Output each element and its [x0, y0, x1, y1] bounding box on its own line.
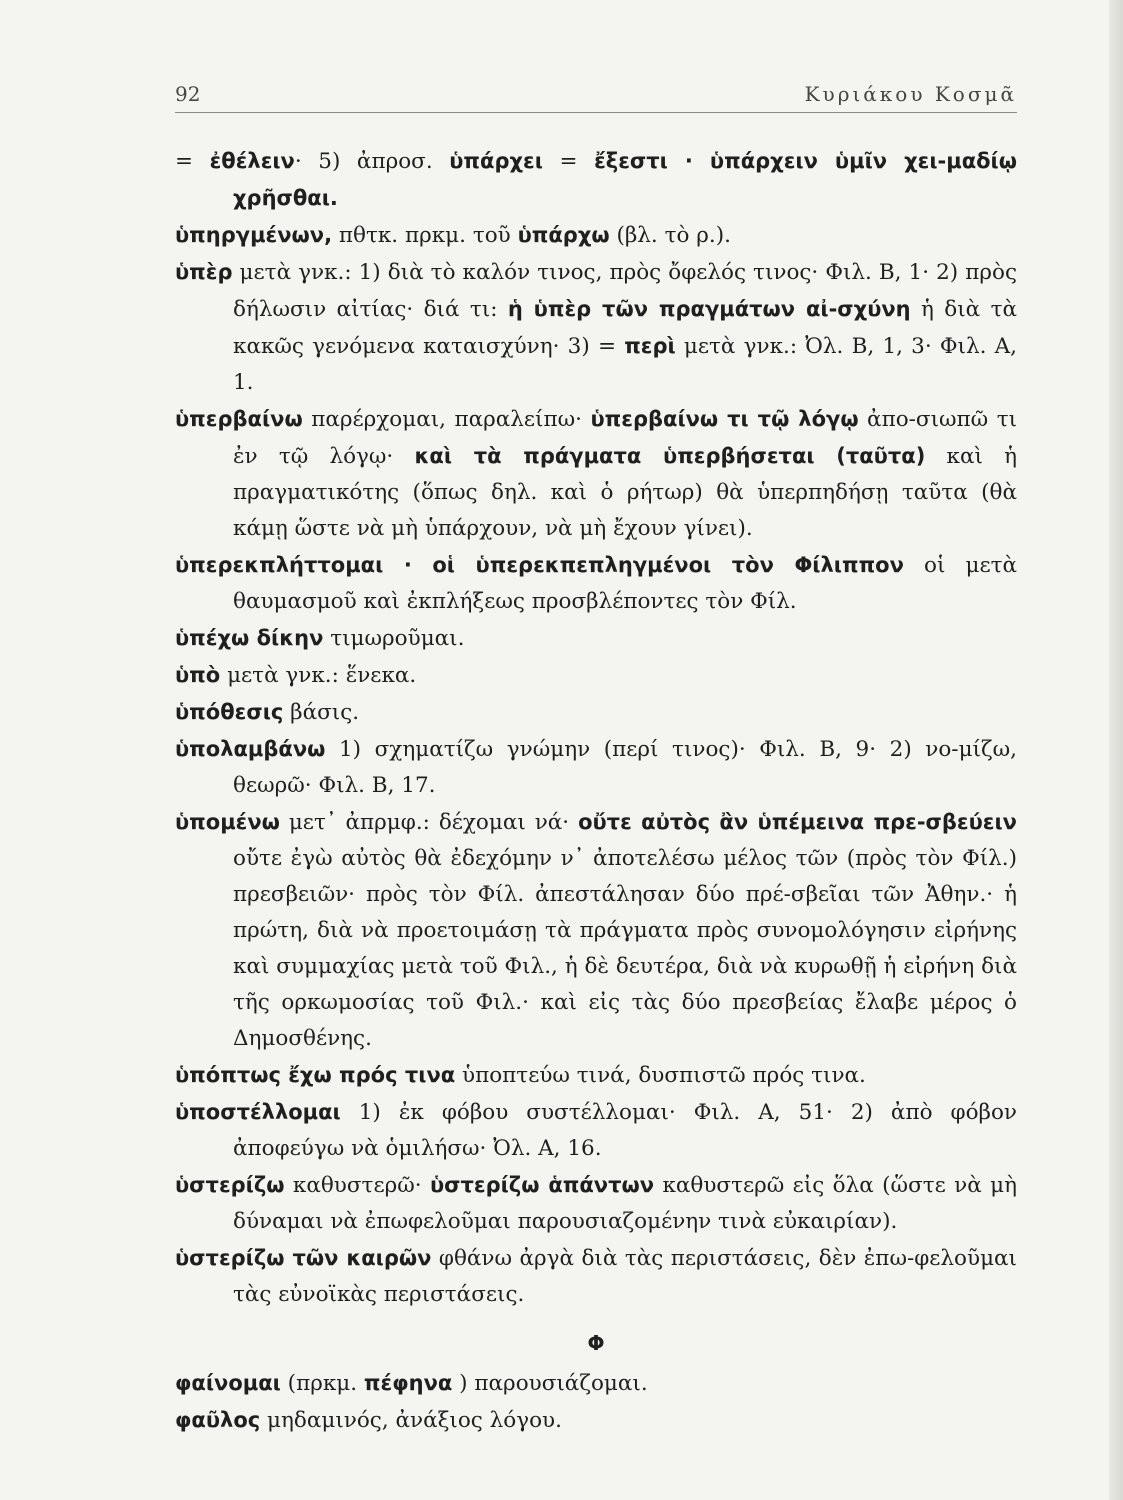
- glossary-entry: [175, 1365, 1017, 1402]
- entry-text: (πρκμ.: [280, 1371, 364, 1396]
- entry-headword: ἐθέλειν: [209, 149, 295, 173]
- running-title: Κυριάκου Κοσμᾶ: [804, 82, 1017, 106]
- entry-headword: περὶ: [624, 334, 676, 358]
- entry-text: μετὰ γνκ.: 1) διὰ τὸ καλόν τινος, πρὸς ὄφελός τινος· Φιλ. Β, 1· 2) πρὸς δήλωσιν αἰτίας· διά τι:: [232, 260, 1017, 322]
- entry-headword: ἔξεστι · ὑπάρχειν ὑμῖν χει-μαδίῳ χρῆσθαι.: [233, 149, 1017, 210]
- entry-text: 1) ἐκ φόβου συστέλλομαι· Φιλ. Α, 51· 2) ἀπὸ φόβον ἀποφεύγω νὰ ὁμιλήσω· Ὀλ. Α, 16.: [233, 1100, 1017, 1161]
- entry-headword: ὑποστέλλομαι: [175, 1100, 341, 1124]
- entry-headword: πέφηνα: [363, 1371, 453, 1395]
- entry-headword: φαίνομαι: [175, 1371, 281, 1395]
- glossary-entry: [175, 620, 1017, 657]
- entry-headword: ὑπέχω δίκην: [175, 626, 324, 650]
- glossary-entry: [175, 731, 1017, 804]
- entry-text: καθυστερῶ·: [284, 1173, 430, 1198]
- entry-text: καὶ ἡ πραγματικότης (ὅπως δηλ. καὶ ὁ ρήτωρ) θὰ ὑπερπηδήσῃ ταῦτα (θὰ κάμῃ ὥστε νὰ μὴ ὑπάρχουν, νὰ μὴ ἔχουν γίνει).: [233, 444, 1018, 541]
- glossary-entry: [175, 1094, 1017, 1167]
- glossary-entry: [175, 694, 1017, 731]
- entry-headword: ὑπὲρ: [175, 260, 233, 284]
- glossary-entry: [175, 143, 1017, 217]
- entry-text: μετὰ γνκ.: Ὀλ. Β, 1, 3· Φιλ. Α, 1.: [233, 334, 1017, 395]
- entry-headword: ὑπερβαίνω τι τῷ λόγῳ: [590, 407, 859, 431]
- entry-text: ἀπο-σιωπῶ τι ἐν τῷ λόγῳ·: [233, 407, 1018, 469]
- entry-headword: ὑστερίζω τῶν καιρῶν: [175, 1246, 432, 1270]
- entry-text: ) παρουσιάζομαι.: [452, 1371, 648, 1396]
- entry-text: ὑποπτεύω τινά, δυσπιστῶ πρός τινα.: [455, 1063, 866, 1088]
- entry-text: 1) σχηματίζω γνώμην (περί τινος)· Φιλ. Β, 9· 2) νο-μίζω, θεωρῶ· Φιλ. Β, 17.: [233, 737, 1017, 798]
- glossary-entry: [175, 1057, 1017, 1094]
- header-rule: [175, 112, 1017, 113]
- entry-text: ἡ διὰ τὰ κακῶς γενόμενα καταισχύνη· 3) =: [233, 297, 1018, 359]
- entry-text: πθτκ. πρκμ. τοῦ: [332, 223, 518, 248]
- entry-headword: ὑπὸ: [175, 663, 221, 687]
- glossary-entry: [175, 1240, 1017, 1313]
- entry-headword: φαῦλος: [175, 1408, 261, 1432]
- glossary-entry: [175, 1167, 1017, 1240]
- glossary-entry: [175, 657, 1017, 694]
- glossary-body: [175, 143, 1017, 1439]
- entry-text: βάσις.: [283, 700, 360, 725]
- page-edge: [1109, 0, 1123, 1500]
- entry-text: =: [542, 149, 595, 174]
- entry-text: =: [175, 149, 210, 174]
- entry-text: τιμωροῦμαι.: [323, 626, 465, 651]
- entry-headword: ὑπάρχει: [449, 149, 543, 173]
- entry-headword: ὑπόθεσις: [175, 700, 284, 724]
- page-number: 92: [175, 82, 201, 106]
- entry-text: μετ᾽ ἀπρμφ.: δέχομαι νά·: [279, 810, 579, 835]
- glossary-entry: [175, 804, 1017, 1057]
- entry-headword: ὑπερβαίνω: [175, 407, 303, 431]
- entry-headword: ὑπομένω: [175, 810, 280, 834]
- entry-headword: ὑπόπτως ἔχω πρός τινα: [175, 1063, 456, 1087]
- entry-headword: ὑπηργμένων,: [175, 223, 333, 247]
- entry-headword: ὑπερεκπλήττομαι · οἱ ὑπερεκπεπληγμένοι τὸν Φίλιππον: [175, 553, 904, 577]
- section-letter: Φ: [587, 1331, 605, 1355]
- entry-text: οὔτε ἐγὼ αὐτὸς θὰ ἐδεχόμην ν᾽ ἀποτελέσω μέλος τῶν (πρὸς τὸν Φίλ.) πρεσβειῶν· πρὸς τὸν Φίλ. ἀπεστάλησαν δύο πρέ-σβεῖαι τῶν Ἀθην.· ἡ πρώτη, διὰ νὰ προετοιμάσῃ τὰ πράγματα πρὸς συνομολόγησιν εἰρήνης καὶ συμμαχίας μετὰ τοῦ Φιλ., ἡ δὲ δευτέρα, διὰ νὰ κυρωθῇ ἡ εἰρήνη διὰ τῆς ορκωμοσίας τοῦ Φιλ.· καὶ εἰς τὰς δύο πρεσβείας ἔλαβε μέρος ὁ Δημοσθένης.: [233, 846, 1017, 1051]
- entry-headword: καὶ τὰ πράγματα ὑπερβήσεται (ταῦτα): [414, 444, 926, 468]
- entry-text: · 5) ἀπροσ.: [294, 149, 450, 174]
- entry-headword: ὑπολαμβάνω: [175, 737, 326, 761]
- glossary-entries-phi: [175, 1365, 1017, 1439]
- glossary-entry: [175, 401, 1017, 547]
- entry-text: (βλ. τὸ ρ.).: [609, 223, 731, 248]
- entry-headword: οὔτε αὐτὸς ἂν ὑπέμεινα πρε-σβεύειν: [578, 810, 1017, 834]
- entry-text: καθυστερῶ εἰς ὅλα (ὥστε νὰ μὴ δύναμαι νὰ ἐπωφελοῦμαι παρουσιαζομένην τινὰ εὐκαιρίαν).: [233, 1173, 1017, 1234]
- page-header: [175, 82, 1017, 116]
- entry-text: παρέρχομαι, παραλείπω·: [302, 407, 591, 432]
- entry-headword: ὑστερίζω ἁπάντων: [429, 1173, 655, 1197]
- glossary-entry: [175, 547, 1017, 620]
- glossary-entry: [175, 1402, 1017, 1439]
- entry-headword: ἡ ὑπὲρ τῶν πραγμάτων αἰ-σχύνη: [507, 297, 911, 321]
- entry-text: μηδαμινός, ἀνάξιος λόγου.: [260, 1408, 562, 1433]
- glossary-entry: [175, 254, 1017, 401]
- glossary-entry: [175, 217, 1017, 254]
- entry-headword: ὑπάρχω: [517, 223, 610, 247]
- glossary-entries-upsilon: [175, 143, 1017, 1313]
- entry-headword: ὑστερίζω: [175, 1173, 285, 1197]
- entry-text: φθάνω ἀργὰ διὰ τὰς περιστάσεις, δὲν ἐπω-φελοῦμαι τὰς εὐνοϊκὰς περιστάσεις.: [233, 1246, 1017, 1307]
- entry-text: οἱ μετὰ θαυμασμοῦ καὶ ἐκπλήξεως προσβλέποντες τὸν Φίλ.: [233, 553, 1017, 614]
- entry-text: μετὰ γνκ.: ἕνεκα.: [220, 663, 417, 688]
